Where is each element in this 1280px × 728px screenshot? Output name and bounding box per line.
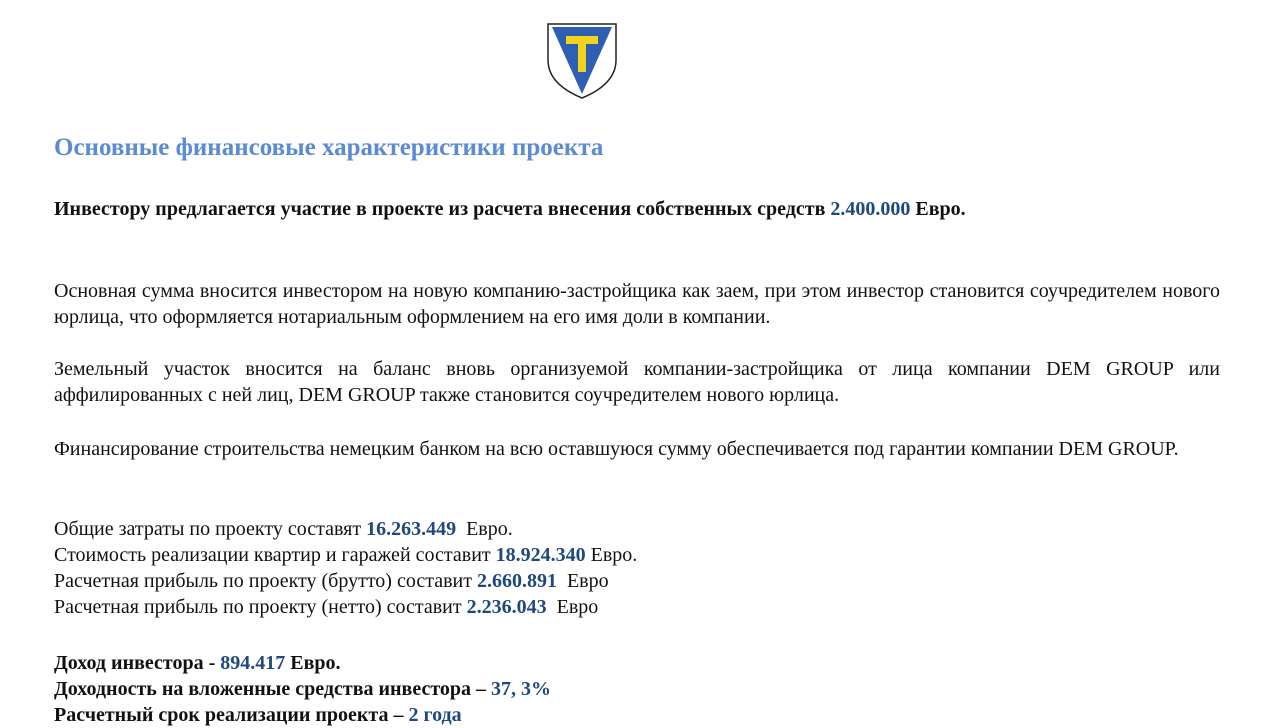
figure-net-profit xyxy=(54,594,598,620)
figure-unit: Евро. xyxy=(466,518,513,540)
figure-sales-revenue xyxy=(54,542,637,568)
result-value: 2 года xyxy=(408,704,462,726)
figure-total-costs xyxy=(54,516,513,542)
figure-unit: Евро xyxy=(566,570,609,592)
offer-text: Инвестору предлагается участие в проекте из расчета внесения собственных средств xyxy=(54,198,826,220)
paragraph-loan: Основная сумма вносится инвестором на новую компанию-застройщика как заем, при этом инвестор становится соучредителем нового юрлица, что оформляется нотариальным оформлением на его имя доли в компании. xyxy=(54,280,1220,328)
figure-value: 18.924.340 xyxy=(495,544,586,566)
paragraph-financing: Финансирование строительства немецким банком на всю оставшуюся сумму обеспечивается под гарантии компании DEM GROUP. xyxy=(54,438,1179,460)
result-unit: Евро. xyxy=(290,652,341,674)
investor-offer xyxy=(54,198,966,221)
figure-label: Общие затраты по проекту составят xyxy=(54,518,362,540)
figure-gross-profit xyxy=(54,568,609,594)
result-value: 37, 3% xyxy=(491,678,552,700)
figure-label: Стоимость реализации квартир и гаражей составит xyxy=(54,544,491,566)
figure-value: 2.660.891 xyxy=(476,570,557,592)
figure-unit: Евро xyxy=(556,596,599,618)
paragraph-land: Земельный участок вносится на баланс вновь организуемой компании-застройщика от лица компании DEM GROUP или аффилированных с ней лиц, DEM GROUP также становится соучредителем нового юрлица. xyxy=(54,358,1220,406)
result-return-rate xyxy=(54,676,551,702)
figure-value: 16.263.449 xyxy=(366,518,457,540)
result-label: Доход инвестора - xyxy=(54,652,216,674)
result-label: Доходность на вложенные средства инвестора – xyxy=(54,678,487,700)
result-label: Расчетный срок реализации проекта – xyxy=(54,704,404,726)
coat-of-arms-logo xyxy=(544,20,620,100)
figure-unit: Евро. xyxy=(590,544,638,566)
offer-unit: Евро. xyxy=(915,198,966,220)
result-value: 894.417 xyxy=(220,652,286,674)
figure-value: 2.236.043 xyxy=(466,596,547,618)
figure-label: Расчетная прибыль по проекту (нетто) составит xyxy=(54,596,462,618)
offer-amount: 2.400.000 xyxy=(830,198,911,220)
result-investor-income xyxy=(54,650,341,676)
section-title: Основные финансовые характеристики проекта xyxy=(54,134,604,161)
result-project-term xyxy=(54,702,462,728)
figure-label: Расчетная прибыль по проекту (брутто) составит xyxy=(54,570,472,592)
